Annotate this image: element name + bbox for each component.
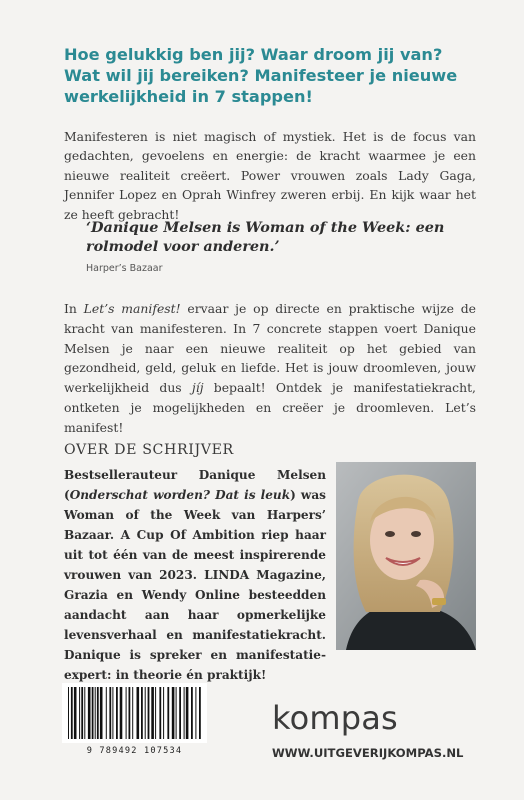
barcode-bar [195,687,196,739]
barcode-bar [179,687,181,739]
book-title: Let’s manifest! [83,301,181,316]
barcode-bar [172,687,175,739]
barcode-bar [120,687,123,739]
barcode-bar [71,687,73,739]
about-part-1: Bestsellerauteur Danique Melsen ( [64,468,326,502]
headline: Hoe gelukkig ben jij? Waar droom jij van? Wat wil jij bereiken? Manifesteer je nieuwe werkelijkheid in 7 stappen! [64,45,458,106]
barcode-bar [145,687,146,739]
barcode-bar [151,687,154,739]
barcode-bar [112,687,113,739]
barcode-bar [184,687,185,739]
quote-source: Harper’s Bazaar [86,263,163,274]
barcode-bar [186,687,189,739]
description-paragraph [64,299,476,438]
barcode-bar [132,687,133,739]
previous-book-title: Onderschat worden? Dat is leuk [69,488,291,502]
barcode-bar [159,687,161,739]
about-author-text [64,465,326,685]
publisher-logo: kompas [272,699,398,737]
intro-paragraph: Manifesteren is niet magisch of mystiek. Het is de focus van gedachten, gevoelens en energie: de kracht waarmee je een nieuwe realiteit creëert. Power vrouwen zoals Lady Gaga, Jennifer Lopez en Oprah Winfrey zweren erbij. En kijk waar het ze heeft gebracht! [64,129,476,222]
barcode-lines [62,683,207,743]
barcode-bar [155,687,156,739]
barcode-bar [84,687,85,739]
description-part-2: bepaalt! Ontdek je manifestatiekracht, ontketen je mogelijkheden en creëer je droomleven. Let’s manifest! [64,380,476,435]
barcode-bar [126,687,127,739]
barcode-bar [176,687,177,739]
barcode-bar [92,687,94,739]
barcode-bar [97,687,99,739]
author-photo [336,462,476,650]
barcode [62,683,207,743]
barcode-bar [81,687,83,739]
barcode-bar [74,687,77,739]
barcode-bar [191,687,193,739]
barcode-bar [141,687,143,739]
about-author-heading: OVER DE SCHRIJVER [64,442,234,458]
barcode-bar [106,687,107,739]
barcode-bar [95,687,96,739]
barcode-bar [68,687,69,739]
barcode-bar [100,687,103,739]
barcode-bar [199,687,201,739]
barcode-bar [116,687,118,739]
barcode-bar [79,687,80,739]
description-lead: In [64,301,84,316]
description-part-1: ervaar je op directe en praktische wijze de kracht van manifesteren. In 7 concrete stappen voert Danique Melsen je naar een nieuwe realiteit op het gebied van gezondheid, geld, geluk en liefde. Het is jouw droomleven, jouw werkelijkheid dus [64,301,476,396]
barcode-bar [129,687,131,739]
isbn-digits: 9 789492 107534 [86,746,183,756]
description-accent: jíj [191,380,204,396]
publisher-website: WWW.UITGEVERIJKOMPAS.NL [272,746,464,760]
barcode-bar [109,687,111,739]
barcode-bar [148,687,150,739]
barcode-bar [167,687,169,739]
author-portrait-image [336,462,476,650]
barcode-bar [163,687,164,739]
about-part-2: ) was Woman of the Week van Harpers’ Bazaar. A Cup Of Ambition riep haar uit tot één van de meest inspirerende vrouwen van 2023. LINDA Magazine, Grazia en Wendy Online besteedden aandacht aan haar opmerkelijke levensverhaal en manifestatiekracht. Danique is spreker en manifestatieexpert: in theorie én praktijk! [64,488,326,682]
review-quote: ‘Danique Melsen is Woman of the Week: een rolmodel voor anderen.’ [86,219,445,255]
barcode-bar [88,687,91,739]
barcode-bar [137,687,140,739]
